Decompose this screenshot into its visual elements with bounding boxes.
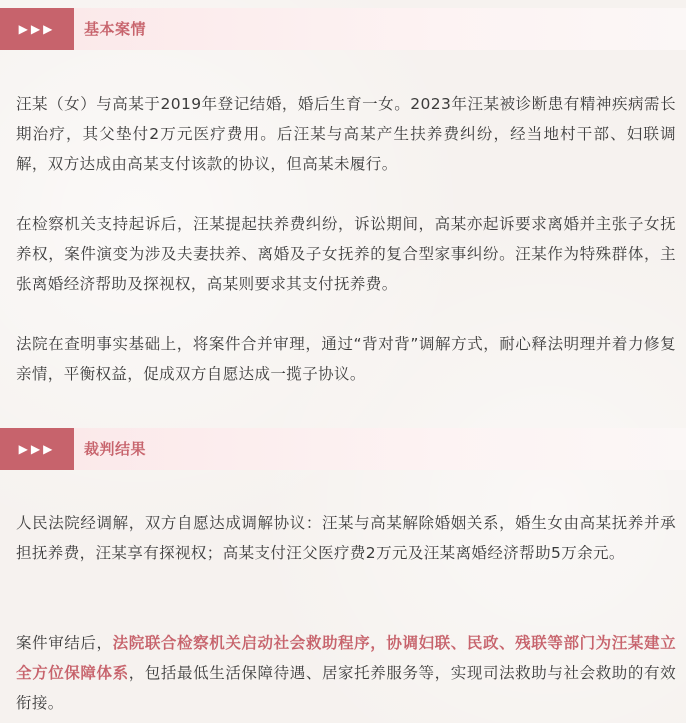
- paragraph-litigation: 在检察机关支持起诉后，汪某提起扶养费纠纷，诉讼期间，高某亦起诉要求离婚并主张子女抚养权，案件演变为涉及夫妻扶养、离婚及子女抚养的复合型家事纠纷。汪某作为特殊群体，主张离婚经济帮助及探视权，高某则要求其支付抚养费。: [16, 215, 676, 293]
- section-title: 基本案情: [84, 20, 147, 38]
- paragraph-judgment-result: 人民法院经调解，双方自愿达成调解协议：汪某与高某解除婚姻关系，婚生女由高某抚养并承担抚养费，汪某享有探视权；高某支付汪父医疗费2万元及汪某离婚经济帮助5万余元。: [16, 514, 676, 562]
- highlighted-text: 法院联合检察机关启动社会救助程序，协调妇联、民政、残联等部门为汪某建立全方位保障体系: [16, 634, 676, 682]
- paragraph-case-background: 汪某（女）与高某于2019年登记结婚，婚后生育一女。2023年汪某被诊断患有精神疾病需长期治疗，其父垫付2万元医疗费用。后汪某与高某产生扶养费纠纷，经当地村干部、妇联调解，双方达成由高某支付该款的协议，但高某未履行。: [16, 95, 676, 173]
- section-header-basic-facts: [0, 8, 686, 50]
- section-title: 裁判结果: [84, 440, 147, 458]
- header-arrow-block: [0, 8, 74, 50]
- header-strip: [74, 8, 686, 50]
- triple-arrow-icon: ▶▶▶: [18, 22, 56, 36]
- paragraph-suffix: ，包括最低生活保障待遇、居家托养服务等，实现司法救助与社会救助的有效衔接。: [16, 664, 676, 712]
- header-arrow-block: [0, 428, 74, 470]
- section-header-judgment: [0, 428, 686, 470]
- paragraph-mediation: 法院在查明事实基础上，将案件合并审理，通过“背对背”调解方式，耐心释法明理并着力修复亲情，平衡权益，促成双方自愿达成一揽子协议。: [16, 335, 676, 383]
- paragraph-social-assistance: [16, 628, 676, 718]
- triple-arrow-icon: ▶▶▶: [18, 442, 56, 456]
- paragraph-prefix: 案件审结后，: [16, 634, 113, 652]
- header-strip: [74, 428, 686, 470]
